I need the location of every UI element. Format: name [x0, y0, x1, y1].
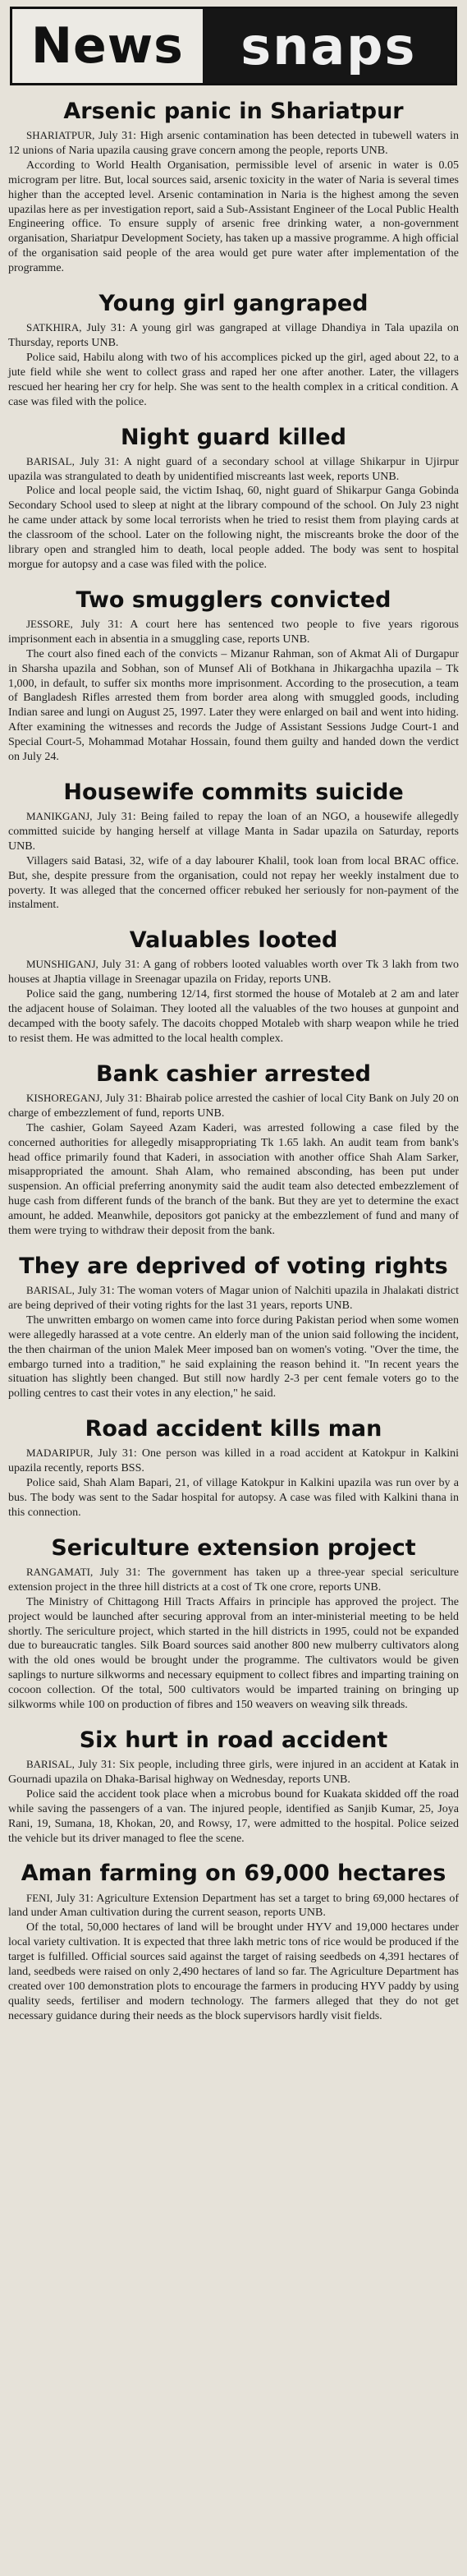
story-lead-paragraph: [8, 1284, 459, 1313]
story-headline: Two smugglers convicted: [76, 586, 391, 613]
story-body-paragraph: Police said, Shah Alam Bapari, 21, of village Katokpur in Kalkini upazila was run over by a bus. The body was sent to the Sadar hospital for autopsy. A case was filed with Kalkini thana in this connection.: [8, 1477, 459, 1519]
news-story: [8, 1861, 459, 2023]
news-story: [8, 1535, 459, 1713]
story-lead-paragraph: [8, 1447, 459, 1476]
story-lead-text: July 31: A gang of robbers looted valuables worth over Tk 3 lakh from two houses at Jhaptia village in Sreenagar upazila on Friday, reports UNB.: [8, 959, 460, 987]
story-headline: Aman farming on 69,000 hectares: [21, 1861, 446, 1887]
story-dateline: MANIKGANJ,: [26, 810, 93, 823]
story-dateline: BARISAL,: [26, 1758, 75, 1771]
story-headline: Night guard killed: [121, 424, 346, 450]
masthead-snaps-word: snaps: [203, 9, 455, 83]
story-dateline: JESSORE,: [26, 617, 73, 630]
story-body-paragraph: The unwritten embargo on women came into force during Pakistan period when some women were allegedly harassed at a vote centre. An elderly man of the union said following the incident, the then chairman of the union Malek Meer imposed ban on women's voting. "Over the time, the embargo turned into a tradition," he said explaining the reason behind it. "In recent years the situation has slightly been changed. But still now hardly 2-3 per cent female voters go to the polling centres to cast their votes in any election," he said.: [8, 1313, 459, 1401]
stories-column: [8, 99, 459, 2024]
story-headline: Bank cashier arrested: [96, 1060, 371, 1087]
story-lead-text: July 31: Bhairab police arrested the cashier of local City Bank on July 20 on charge of embezzlement of fund, reports UNB.: [8, 1092, 459, 1120]
story-lead-text: July 31: Six people, including three girls, were injured in an accident at Katak in Gournadi upazila on Dhaka-Barisal highway on Wednesday, reports UNB.: [8, 1759, 460, 1786]
story-lead-paragraph: [8, 618, 459, 647]
story-lead-text: July 31: High arsenic contamination has been detected in tubewell waters in 12 unions of Naria upazila causing grave concern among the people, reports UNB.: [8, 130, 459, 157]
news-story: [8, 99, 459, 276]
story-body-paragraph: Of the total, 50,000 hectares of land will be brought under HYV and 19,000 hectares under local variety cultivation. It is expected that three lakh metric tons of rice would be produced if the target is fulfilled. Official sources said against the target of raising seedbeds on 4,391 hectares of land, seedbeds were raised on only 2,490 hectares of land so far. The Agriculture Department has created over 100 demonstration plots to encourage the farmers in producing HYV paddy by using quality seeds, fertiliser and modern technology. The farmers alleged that they do not get necessary guidance during their needs as the block supervisors hardly visit fields.: [8, 1921, 459, 2022]
story-body-paragraph: Police and local people said, the victim Ishaq, 60, night guard of Shikarpur Ganga Gobinda Secondary School used to sleep at night at the library compound of the school. On July 23 night he came under attack by some local terrorists when he tried to resist them from playing cards at the classroom of the school. Later on the following night, the miscreants broke the door of the library open and strangled him to death, local people added. The body was sent to hospital morgue for autopsy and a case was filed with the police.: [8, 485, 459, 571]
story-lead-text: July 31: The woman voters of Magar union of Nalchiti upazila in Jhalakati district are being deprived of their voting rights for the last 31 years, reports UNB.: [8, 1285, 459, 1312]
news-story: [8, 425, 459, 573]
story-lead-paragraph: [8, 1092, 459, 1121]
story-headline: Valuables looted: [129, 927, 338, 954]
masthead: [10, 7, 457, 85]
news-story: [8, 1727, 459, 1846]
story-headline: Arsenic panic in Shariatpur: [63, 99, 404, 124]
story-lead-text: July 31: A night guard of a secondary school at village Shikarpur in Ujirpur upazila was strangulated to death by unidentified miscreants last week, reports UNB.: [8, 455, 459, 483]
story-headline: Road accident kills man: [85, 1416, 382, 1442]
story-lead-paragraph: [8, 958, 459, 987]
story-dateline: RANGAMATI,: [26, 1565, 94, 1578]
news-story: [8, 587, 459, 765]
story-body-paragraph: The Ministry of Chittagong Hill Tracts Affairs in principle has approved the project. The project would be launched after securing approval from an inter-ministerial meeting to be held shortly. The sericulture project, which started in the hill districts in 1995, could not be expanded due to bureaucratic tangles. Silk Board sources said another 800 new mulberry cultivators along with the old ones would be brought under the programme. The cultivators would be given saplings to nurture silkworms and necessary equipment to collect fibres and imparting training on cocoon collection. Of the total, 500 cultivators would be imparted training on bringing up silkworms while 100 on production of fibres and 150 weavers on weaving silk threads.: [8, 1595, 459, 1712]
story-body-paragraph: Police said the gang, numbering 12/14, first stormed the house of Motaleb at 2 am and later the adjacent house of Solaiman. They looted all the valuables of the two houses at gunpoint and decamped with the booty safely. The dacoits chopped Motaleb with sharp weapon while he tried to resist them. He was admitted to the local health complex.: [8, 988, 459, 1045]
story-dateline: MUNSHIGANJ,: [26, 958, 98, 971]
story-dateline: MADARIPUR,: [26, 1447, 94, 1460]
story-dateline: BARISAL,: [26, 1284, 75, 1297]
story-dateline: KISHOREGANJ,: [26, 1091, 103, 1104]
story-lead-text: July 31: One person was killed in a road accident at Katokpur in Kalkini upazila recently, reports BSS.: [8, 1447, 459, 1475]
news-story: [8, 291, 459, 409]
story-body-paragraph: The cashier, Golam Sayeed Azam Kaderi, was arrested following a case filed by the concerned authorities for allegedly misappropriating Tk 1.65 lakh. An audit team from bank's head office primarily found that Kaderi, in association with another office Shah Alam Sarker, misappropriated the amount. Shah Alam, who remained absconding, has been put under suspension. An official preferring anonymity said the audit team also detected embezzlement of huge cash from different funds of the branch of the bank. But they are yet to determine the exact amount, he added. Meanwhile, depositors got panicky at the embezzlement of fund and many of them were trying to withdraw their deposit from the bank.: [8, 1121, 459, 1238]
news-story: [8, 927, 459, 1046]
story-body-paragraph: Police said, Habilu along with two of his accomplices picked up the girl, aged about 22, to a jute field while she went to collect grass and raped her one after another. Later, the villagers rescued her hearing her cry for help. She was sent to the health complex in a critical condition. A case was filed with the police.: [8, 351, 459, 408]
story-lead-paragraph: [8, 455, 459, 485]
story-body-paragraph: The court also fined each of the convicts – Mizanur Rahman, son of Akmat Ali of Durgapur in Sharsha upazila and Sobhan, son of Munsef Ali of Botkhana in Jhikargachha upazila – Tk 1,000, in default, to suffer six months more imprisonment. According to the prosecution, a team of Bangladesh Rifles arrested them from border area along with smuggled goods, including Indian saree and lungi on August 25, 1997. Later they were enlarged on bail and went into hiding. After examining the witnesses and records the Judge of Assistant Sessions Judge Court-1 and Special Court-5, Mohammad Motahar Hossain, found them guilty and handed down the verdict on July 24.: [8, 647, 459, 764]
story-dateline: SHARIATPUR,: [26, 129, 95, 142]
story-lead-paragraph: [8, 129, 459, 159]
story-lead-text: July 31: A court here has sentenced two people to five years rigorous imprisonment each in absentia in a smuggling case, reports UNB.: [8, 618, 460, 646]
story-body-paragraph: Villagers said Batasi, 32, wife of a day labourer Khalil, took loan from local BRAC office. But, she, despite pressure from the organisation, could not repay her weekly instalment due to poverty. It was alleged that the concerned officer rebuked her seriously for non-payment of the instalment.: [8, 854, 459, 912]
story-headline: Young girl gangraped: [98, 291, 369, 317]
news-story: [8, 780, 459, 913]
news-story: [8, 1254, 459, 1401]
story-body-paragraph: Police said the accident took place when a microbus bound for Kuakata skidded off the road while saving the passengers of a van. The injured people, identified as Sanjib Kumar, 25, Joya Rani, 19, Sumana, 18, Khokan, 20, and Rowsy, 17, were admitted to the hospital. Police seized the vehicle but its driver managed to flee the scene.: [8, 1787, 459, 1845]
story-dateline: SATKHIRA,: [26, 321, 82, 334]
story-headline: Six hurt in road accident: [79, 1727, 388, 1753]
story-headline: They are deprived of voting rights: [19, 1253, 448, 1279]
story-lead-text: July 31: A young girl was gangraped at village Dhandiya in Tala upazila on Thursday, reports UNB.: [8, 322, 459, 350]
masthead-news-word: News: [12, 9, 203, 83]
story-lead-paragraph: [8, 321, 459, 351]
story-lead-paragraph: [8, 810, 459, 854]
news-story: [8, 1061, 459, 1239]
story-lead-paragraph: [8, 1892, 459, 1921]
story-lead-text: July 31: Being failed to repay the loan of an NGO, a housewife allegedly committed suicide by hanging herself at village Manta in Sadar upazila on Saturday, reports UNB.: [8, 811, 460, 853]
story-headline: Housewife commits suicide: [63, 780, 404, 805]
story-lead-text: July 31: Agriculture Extension Department has set a target to bring 69,000 hectares of land under Aman cultivation during the current season, reports UNB.: [8, 1892, 459, 1920]
story-lead-text: July 31: The government has taken up a three-year special sericulture extension project in the three hill districts at a cost of Tk one crore, reports UNB.: [8, 1566, 459, 1594]
story-headline: Sericulture extension project: [51, 1534, 416, 1561]
story-lead-paragraph: [8, 1758, 459, 1787]
story-lead-paragraph: [8, 1566, 459, 1595]
news-story: [8, 1416, 459, 1520]
story-body-paragraph: According to World Health Organisation, permissible level of arsenic in water is 0.05 microgram per litre. But, local sources said, arsenic toxicity in the water of Naria is several times higher than the accepted level. Arsenic contamination in Naria is the highest among the seven upazilas here as per investigation report, said a Sub-Assistant Engineer of the Local Public Health Engineering office. To ensure supply of arsenic free drinking water, a non-government organisation, Shariatpur Development Society, has taken up a massive programme. A high official of the organisation said people of the area would get pure water after implementation of the programme.: [8, 159, 459, 275]
story-dateline: FENI,: [26, 1891, 53, 1904]
story-dateline: BARISAL,: [26, 454, 75, 467]
